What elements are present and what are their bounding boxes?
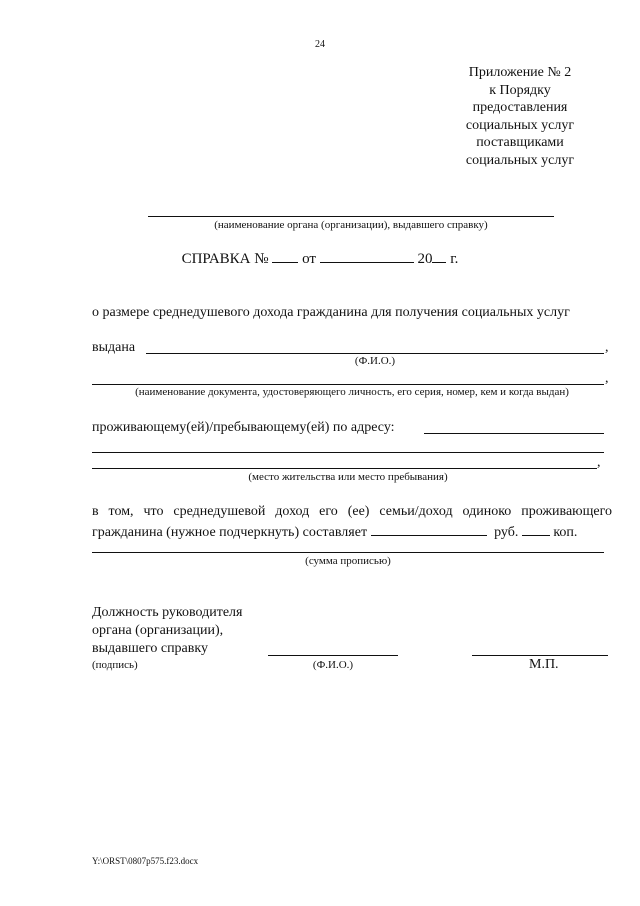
- address-line-3: [92, 468, 597, 469]
- address-line-1: [424, 433, 604, 434]
- id-document-line: [92, 384, 604, 385]
- appendix-line: к Порядку: [489, 82, 551, 98]
- page-number: 24: [315, 39, 325, 50]
- stamp-mark: М.П.: [529, 657, 559, 672]
- fio-line: [146, 353, 604, 354]
- address-comma: ,: [597, 455, 601, 470]
- org-name-line: [148, 216, 554, 217]
- position-block: [92, 604, 242, 658]
- file-path-footer: Y:\ORST\0807p575.f23.docx: [92, 856, 199, 866]
- address-line-2: [92, 452, 604, 453]
- rub-label: руб.: [494, 525, 519, 540]
- appendix-line: социальных услуг: [465, 152, 575, 168]
- fio-caption: (Ф.И.О.): [354, 355, 396, 367]
- appendix-header: [440, 64, 600, 169]
- address-caption: (место жительства или место пребывания): [248, 471, 448, 483]
- title-spravka: СПРАВКА №: [181, 251, 269, 267]
- fio-line-comma: ,: [605, 340, 609, 355]
- sum-words-line: [92, 552, 604, 553]
- appendix-line: поставщиками: [476, 135, 564, 150]
- appendix-line: Приложение № 2: [468, 65, 572, 80]
- certificate-number-blank: [272, 250, 298, 263]
- title-year-suffix: г.: [450, 251, 459, 267]
- year-blank: [432, 250, 446, 263]
- income-prefix: гражданина (нужное подчеркнуть) составляет: [92, 525, 368, 540]
- income-text-line-1: в том, что среднедушевой доход его (ее) семьи/доход одиноко проживающего: [92, 504, 612, 519]
- signature-caption: (подпись): [92, 659, 138, 671]
- amount-rub-blank: [371, 523, 487, 536]
- title-ot: от: [302, 251, 316, 267]
- sum-words-caption: (сумма прописью): [305, 555, 391, 567]
- appendix-line: предоставления: [472, 100, 568, 115]
- subject-text: о размере среднедушевого дохода гражданина для получения социальных услуг: [92, 305, 570, 320]
- signature-fio-line: [268, 655, 398, 656]
- position-line: выдавшего справку: [92, 641, 208, 656]
- org-caption: (наименование органа (организации), выдавшего справку): [214, 219, 488, 231]
- income-text-line-2: [92, 523, 622, 541]
- signature-fio-caption: (Ф.И.О.): [312, 659, 354, 671]
- issued-label: выдана: [92, 340, 136, 355]
- id-document-comma: ,: [605, 371, 609, 386]
- kop-label: коп.: [553, 525, 578, 540]
- title-year-prefix: 20: [417, 251, 433, 267]
- stamp-line: [472, 655, 608, 656]
- amount-kop-blank: [522, 523, 550, 536]
- address-label: проживающему(ей)/пребывающему(ей) по адресу:: [92, 420, 395, 435]
- document-title: [0, 250, 640, 268]
- date-blank: [320, 250, 414, 263]
- position-line: органа (организации),: [92, 623, 224, 638]
- appendix-line: социальных услуг: [465, 117, 575, 133]
- position-line: Должность руководителя: [92, 605, 243, 620]
- id-document-caption: (наименование документа, удостоверяющего личность, его серия, номер, кем и когда выдан): [135, 386, 569, 398]
